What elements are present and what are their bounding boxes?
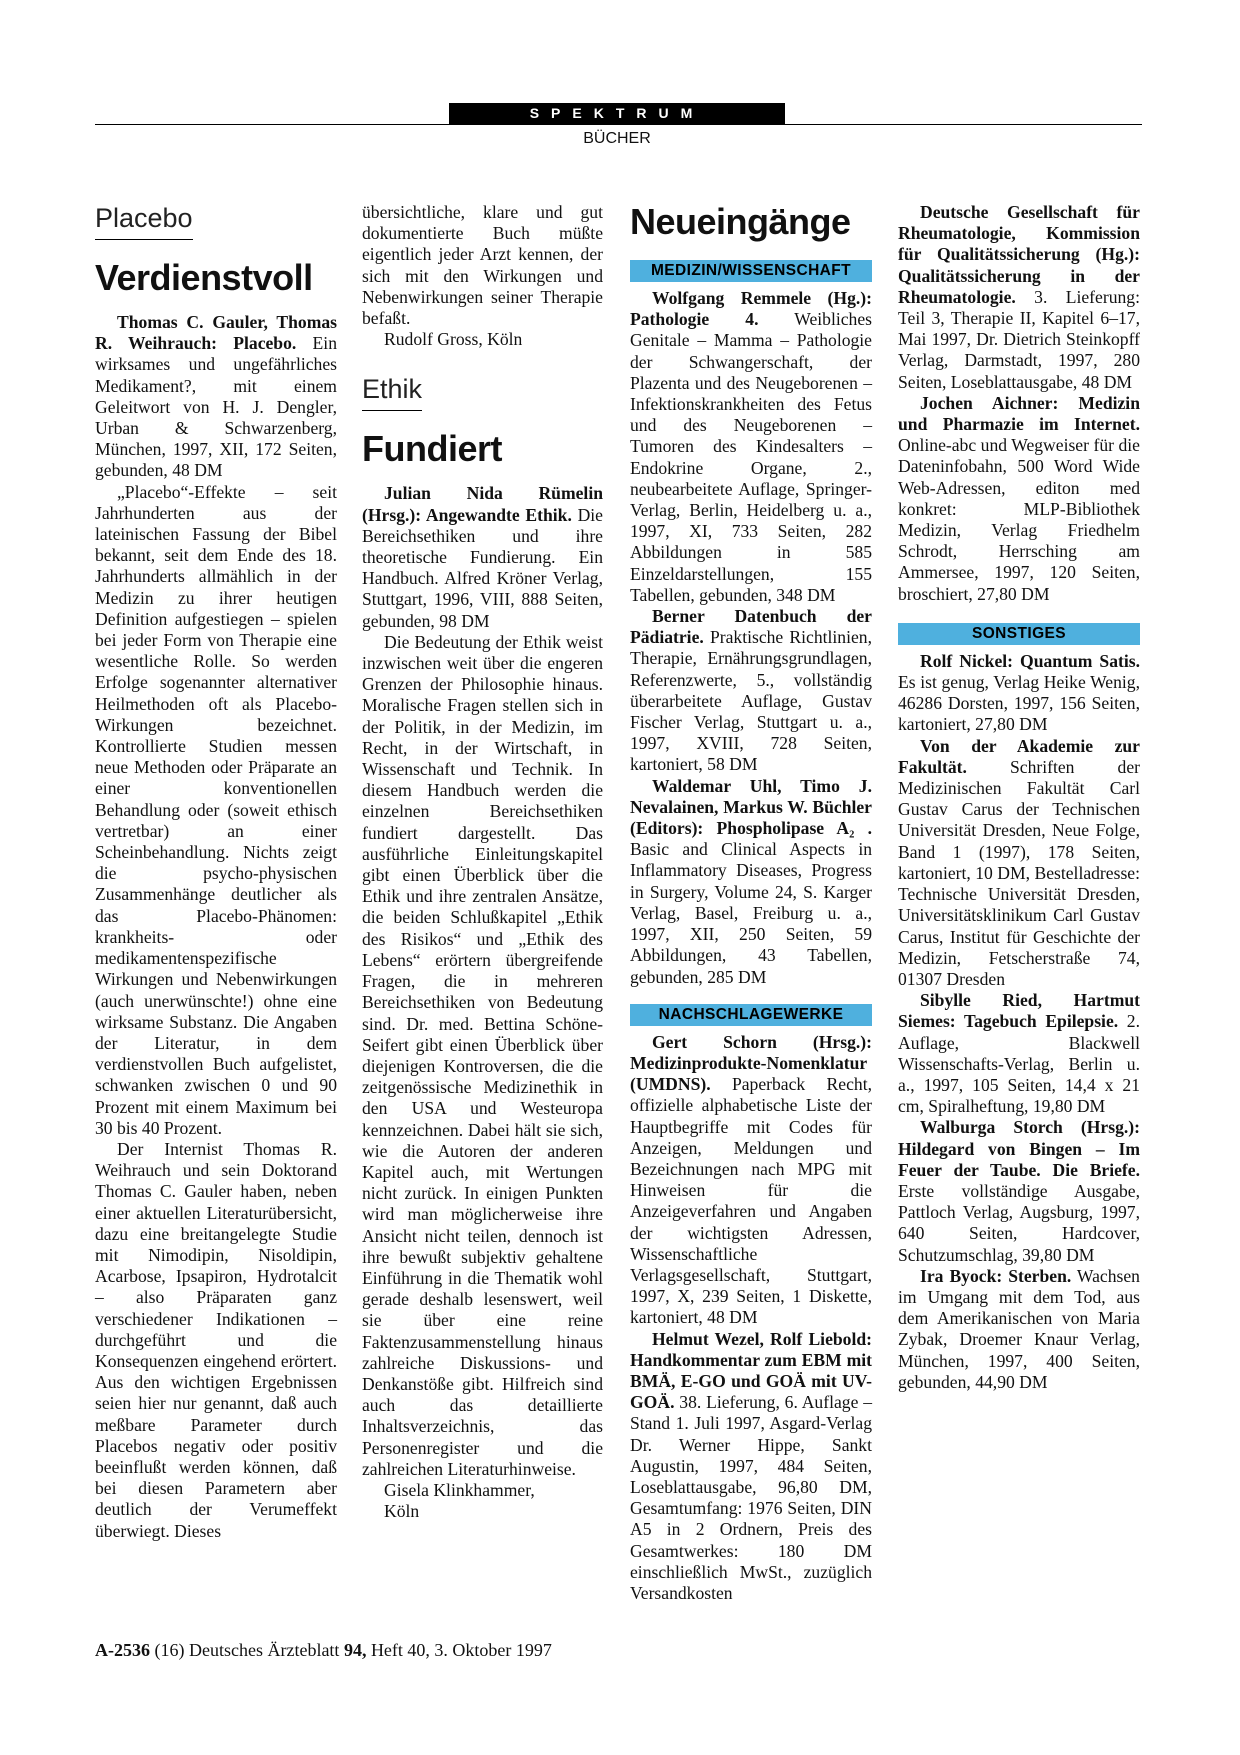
bibliography-ethik	[362, 483, 603, 631]
book-entry-details: 3. Lieferung: Teil 3, Therapie II, Kapitel 6–17, Mai 1997, Dr. Dietrich Steinkopff Verlag, Darmstadt, 1997, 280 Seiten, Loseblattausgabe, 48 DM	[898, 286, 1140, 392]
subsection-label: BÜCHER	[583, 130, 651, 147]
section-banner: SPEKTRUM	[449, 103, 785, 124]
book-entry-details: Wachsen im Umgang mit dem Tod, aus dem Amerikanischen von Maria Zybak, Droemer Knaur Verlag, München, 1997, 400 Seiten, gebunden, 44,90 DM	[898, 1265, 1140, 1392]
book-entry	[898, 393, 1140, 605]
book-entry	[630, 776, 872, 988]
bib-bold: Thomas C. Gauler, Thomas R. Weihrauch: Placebo.	[95, 312, 337, 354]
book-entry-details: Basic and Clinical Aspects in Inflammatory Diseases, Progress in Surgery, Volume 24, S. Karger Verlag, Basel, Freiburg u. a., 1997, XII, 250 Seiten, 59 Abbildungen, 43 Tabellen, gebunden, 285 DM	[630, 839, 872, 987]
bib-rest: Die Bereichsethiken und ihre theoretische Fundierung. Ein Handbuch. Alfred Kröner Verlag, Stuttgart, 1996, VIII, 888 Seiten, gebunden, 98 DM	[362, 504, 603, 631]
book-entry-title: Wolfgang Remmele (Hg.): Pathologie 4.	[630, 288, 872, 330]
kicker-placebo: Placebo	[95, 201, 193, 240]
headline-verdienstvoll: Verdienstvoll	[95, 257, 313, 298]
header-rule	[95, 124, 1142, 125]
book-entry-details: Weibliches Genitale – Mamma – Pathologie der Schwangerschaft, der Plazenta und des Neugeborenen – Infektionskrankheiten des Fetus und des Neugeborenen – Tumoren des Kindesalters – Endokrine Organe, 2., neubearbeitete Auflage, Springer-Verlag, Berlin, Heidelberg u. a., 1997, XI, 733 Seiten, 282 Abbildungen in 585 Einzeldarstellungen, 155 Tabellen, gebunden, 348 DM	[630, 309, 872, 605]
book-entry-title: Ira Byock: Sterben.	[920, 1265, 1072, 1286]
headline-fundiert: Fundiert	[362, 428, 502, 470]
category-bar-medizin: MEDIZIN/WISSENSCHAFT	[630, 260, 872, 282]
review-paragraph: Die Bedeutung der Ethik weist inzwischen weit über die engeren Grenzen der Philosophie hinaus. Moralische Fragen stellen sich in der Politik, in der Medizin, im Recht, in der Wirtschaft, in Wissenschaft und Technik. In diesem Handbuch werden die einzelnen Bereichsethiken fundiert dargestellt. Das ausführliche Einleitungskapitel gibt einen Überblick über die Ethik und ihre zentralen Ansätze, die beiden Schlußkapitel „Ethik des Risikos“ und „Ethik des Lebens“ erörtern übergreifende Fragen, die in mehreren Bereichsethiken von Bedeutung sind. Dr. med. Bettina Schöne-Seifert gibt einen Überblick über diejenigen Kontroversen, die die zeitgenössische Medizinethik in den USA und Westeuropa kennzeichnen. Dabei hält sie sich, wie die Autoren der anderen Kapitel auch, mit Wertungen nicht zurück. In einigen Punkten wird man möglicherweise ihre Ansicht nicht teilen, dennoch ist ihre bewußt subjektiv gehaltene Einführung in die Thematik wohl gerade deshalb lesenswert, weil sie über eine reine Faktenzusammenstellung hinaus zahlreiche Diskussions- und Denkanstöße gibt. Hilfreich sind auch das detaillierte Inhaltsverzeichnis, das Personenregister und die zahlreichen Literaturhinweise.	[362, 631, 603, 1479]
page-footer	[95, 1638, 552, 1662]
book-entry-details: 2. Auflage, Blackwell Wissenschafts-Verlag, Berlin u. a., 1997, 105 Seiten, 14,4 x 21 cm, Spiralheftung, 19,80 DM	[898, 1011, 1140, 1117]
book-entry	[898, 1117, 1140, 1265]
book-entry-title: Sibylle Ried, Hartmut Siemes: Tagebuch Epilepsie.	[898, 990, 1140, 1032]
entry-list-medizin	[630, 288, 872, 988]
book-entry-title: Von der Akademie zur Fakultät.	[898, 735, 1140, 777]
bib-rest: Ein wirksames und ungefährliches Medikament?, mit einem Geleitwort von H. J. Dengler, Urban & Schwarzenberg, München, 1997, XII, 172 Seiten, gebunden, 48 DM	[95, 333, 337, 481]
bibliography-placebo	[95, 312, 337, 482]
footer-text: (16) Deutsches Ärzteblatt	[154, 1640, 344, 1660]
book-entry-details: Praktische Richtlinien, Therapie, Ernährungsgrundlagen, Referenzwerte, 5., vollständig überarbeitete Auflage, Gustav Fischer Verlag, Stuttgart u. a., 1997, XVIII, 728 Seiten, kartoniert, 58 DM	[630, 627, 872, 775]
category-bar-sonstiges: SONSTIGES	[898, 623, 1140, 645]
footer-issue: Heft 40, 3. Oktober 1997	[366, 1640, 552, 1660]
review-paragraph: Der Internist Thomas R. Weihrauch und sein Doktorand Thomas C. Gauler haben, neben einer aktuellen Literaturübersicht, dazu eine breitangelegte Studie mit Nimodipin, Nisoldipin, Acarbose, Ipsapiron, Hydrotalcit – also Präparaten ganz verschiedener Indikationen – durchgeführt und die Konsequenzen eingehend erörtert. Aus den wichtigen Ergebnissen seien hier nur genannt, daß auch meßbare Parameter durch Placebos negativ oder positiv beeinflußt werden können, daß bei diesen Parametern aber deutlich der Verumeffekt überwiegt. Dieses	[95, 1138, 337, 1541]
page-code: A-2536	[95, 1640, 150, 1660]
footer-volume: 94,	[343, 1640, 367, 1660]
book-entry	[898, 1266, 1140, 1393]
review-paragraph-continued: übersichtliche, klare und gut dokumentierte Buch müßte eigentlich jeder Arzt kennen, der sich mit den Wirkungen und Nebenwirkungen seiner Therapie befaßt.	[362, 202, 603, 329]
book-entry-title: Helmut Wezel, Rolf Liebold: Handkommentar zum EBM mit BMÄ, E-GO und GOÄ mit UV-GOÄ.	[630, 1328, 872, 1413]
column-1	[95, 201, 337, 1542]
book-entry-title: Rolf Nickel: Quantum Satis.	[920, 650, 1140, 671]
kicker-ethik: Ethik	[362, 372, 422, 411]
book-entry	[630, 606, 872, 776]
category-bar-nachschlagewerke: NACHSCHLAGEWERKE	[630, 1004, 872, 1026]
book-entry-title: Berner Datenbuch der Pädiatrie.	[630, 606, 872, 648]
book-entry	[630, 1032, 872, 1329]
book-entry	[630, 1329, 872, 1605]
column-2	[362, 202, 603, 1522]
entry-list-nachschlagewerke-continued	[898, 202, 1140, 605]
book-entry	[898, 736, 1140, 990]
entry-list-sonstiges	[898, 651, 1140, 1393]
book-entry-details: Es ist genug, Verlag Heike Wenig, 46286 Dorsten, 1997, 156 Seiten, kartoniert, 27,80 DM	[898, 672, 1140, 735]
signature-city: Köln	[384, 1501, 420, 1522]
column-4	[898, 202, 1140, 1393]
book-entry	[630, 288, 872, 606]
signature-name: Gisela Klinkhammer,	[384, 1479, 535, 1500]
headline-neueingaenge: Neueingänge	[630, 201, 851, 242]
book-entry-title: Waldemar Uhl, Timo J. Nevalainen, Markus W. Büchler (Editors): Phospholipase A₂ .	[630, 775, 872, 839]
book-entry-details: Erste vollständige Ausgabe, Pattloch Verlag, Augsburg, 1997, 640 Seiten, Hardcover, Schutzumschlag, 39,80 DM	[898, 1180, 1140, 1265]
bib-bold: Julian Nida Rümelin (Hrsg.): Angewandte Ethik.	[362, 483, 603, 525]
signature: Rudolf Gross, Köln	[384, 329, 523, 350]
book-entry-title: Gert Schorn (Hrsg.): Medizinprodukte-Nomenklatur (UMDNS).	[630, 1031, 872, 1095]
book-entry-details: Paperback Recht, offizielle alphabetische Liste der Hauptbegriffe mit Codes für Anzeigen, Meldungen und Bezeichnungen nach MPG mit Hinweisen für die Anzeigeverfahren und Angaben der wichtigsten Adressen, Wissenschaftliche Verlagsgesellschaft, Stuttgart, 1997, X, 239 Seiten, 1 Diskette, kartoniert, 48 DM	[630, 1074, 872, 1328]
book-entry-title: Deutsche Gesellschaft für Rheumatologie, Kommission für Qualitätssicherung (Hg.): Qualitätssicherung in der Rheumatologie.	[898, 202, 1140, 307]
book-entry	[898, 202, 1140, 393]
book-entry-title: Walburga Storch (Hrsg.): Hildegard von Bingen – Im Feuer der Taube. Die Briefe.	[898, 1117, 1140, 1180]
column-3	[630, 202, 872, 1604]
review-paragraph: „Placebo“-Effekte – seit Jahrhunderten aus der lateinischen Fassung der Bibel bekannt, seit dem Ende des 18. Jahrhunderts allmählich in der Medizin zu ihrer heutigen Definition aufgestiegen – spielen bei jeder Form von Therapie eine wesentliche Rolle. So werden Erfolge sogenannter alternativer Heilmethoden oft als Placebo-Wirkungen bezeichnet. Kontrollierte Studien messen neue Methoden oder Präparate an einer konventionellen Behandlung oder (soweit ethisch vertretbar) an einer Scheinbehandlung. Nichts zeigt die psycho-physischen Zusammenhänge deutlicher als das Placebo-Phänomen: krankheits- oder medikamentenspezifische Wirkungen und Nebenwirkungen (auch unerwünschte!) ohne eine wirksame Substanz. Die Angaben der Literatur, in dem verdienstvollen Buch aufgelistet, schwanken zwischen 0 und 90 Prozent mit einem Maximum bei 30 bis 40 Prozent.	[95, 481, 337, 1138]
entry-list-nachschlagewerke	[630, 1032, 872, 1604]
book-entry	[898, 651, 1140, 736]
book-entry-details: Schriften der Medizinischen Fakultät Carl Gustav Carus der Technischen Universität Dresden, Neue Folge, Band 1 (1997), 178 Seiten, kartoniert, 10 DM, Bestelladresse: Technische Universität Dresden, Universitätsklinikum Carl Gustav Carus, Institut für Geschichte der Medizin, Fetscherstraße 74, 01307 Dresden	[898, 756, 1140, 989]
book-entry-title: Jochen Aichner: Medizin und Pharmazie im Internet.	[898, 392, 1140, 435]
book-entry-details: Online-abc und Wegweiser für die Dateninfobahn, 500 Word Wide Web-Adressen, editon med konkret: MLP-Bibliothek Medizin, Verlag Friedhelm Schrodt, Herrsching am Ammersee, 1997, 120 Seiten, broschiert, 27,80 DM	[898, 435, 1140, 604]
book-entry-details: 38. Lieferung, 6. Auflage – Stand 1. Juli 1997, Asgard-Verlag Dr. Werner Hippe, Sankt Augustin, 1997, 484 Seiten, Loseblattausgabe, 96,80 DM, Gesamtumfang: 1976 Seiten, DIN A5 in 2 Ordnern, Preis des Gesamtwerkes: 180 DM einschließlich MwSt., zuzüglich Versandkosten	[630, 1392, 872, 1603]
book-entry	[898, 990, 1140, 1117]
